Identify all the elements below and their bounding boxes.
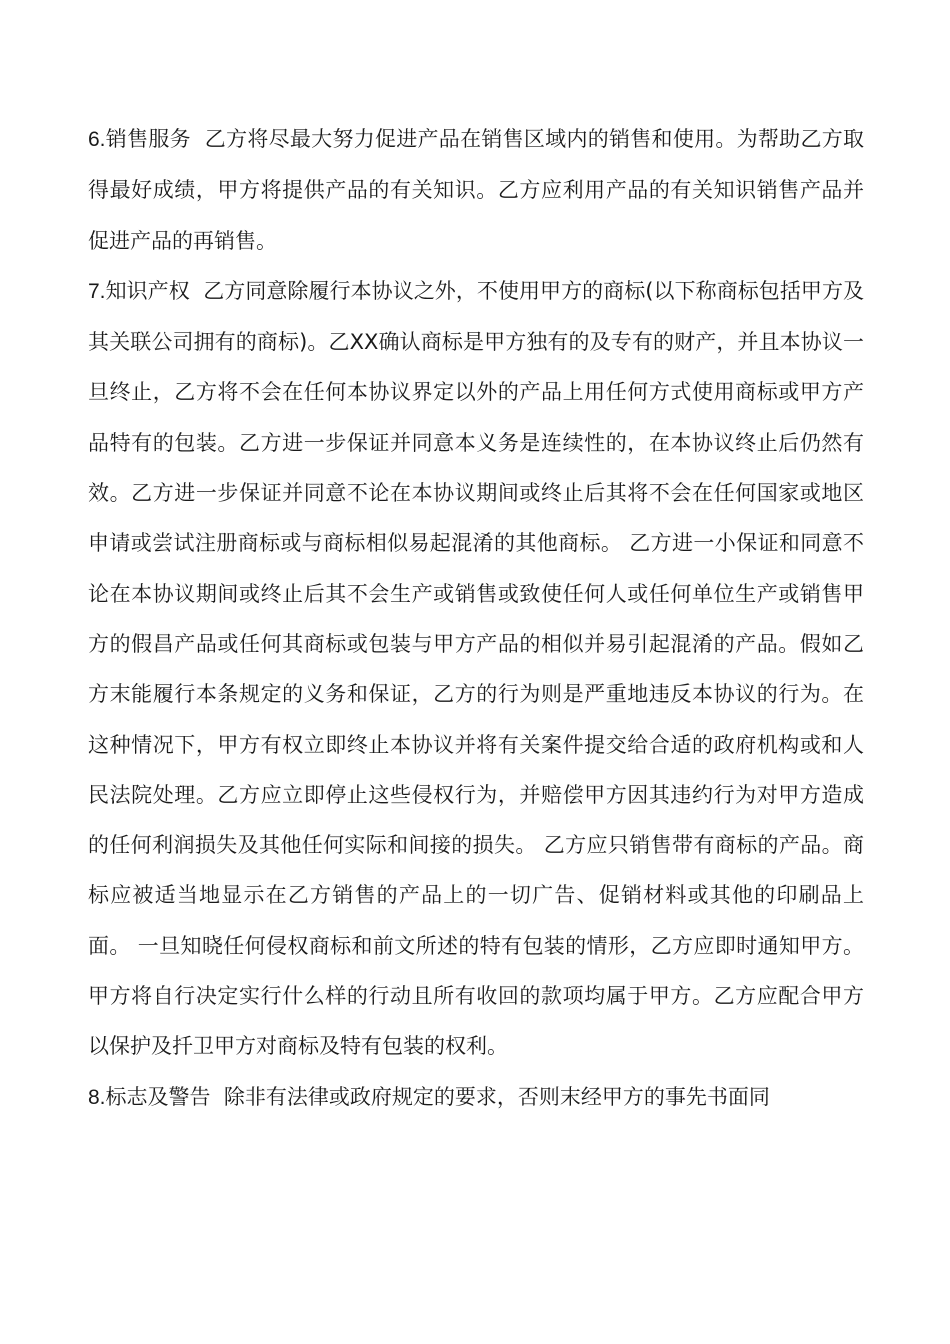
- section-number: 6.: [88, 128, 106, 151]
- section-text: 除非有法律或政府规定的要求，否则末经甲方的事先书面同: [223, 1084, 770, 1109]
- section-heading: 销售服务: [105, 127, 191, 151]
- section-6: [88, 114, 864, 266]
- section-number: 7.: [88, 279, 106, 303]
- document-body: [88, 114, 864, 1123]
- section-text: 乙方同意除履行本协议之外，不使用甲方的商标(以下称商标包括甲方及其关联公司拥有的商标)。乙XX确认商标是甲方独有的及专有的财产，并且本协议一旦终止，乙方将不会在任何本协议界定以外的产品上用任何方式使用商标或甲方产品特有的包装。乙方进一步保证并同意本义务是连续性的，在本协议终止后仍然有效。乙方进一步保证并同意不论在本协议期间或终止后其将不会在任何国家或地区申请或尝试注册商标或与商标相似易起混淆的其他商标。 乙方进一小保证和同意不论在本协议期间或终止后其不会生产或销售或致使任何人或任何单位生产或销售甲方的假昌产品或任何其商标或包装与甲方产品的相似并易引起混淆的产品。假如乙方末能履行本条规定的义务和保证，乙方的行为则是严重地违反本协议的行为。在这种情况下，甲方有权立即终止本协议并将有关案件提交给合适的政府机构或和人民法院处理。乙方应立即停止这些侵权行为，并赔偿甲方因其违约行为对甲方造成的任何利润损失及其他任何实际和间接的损失。 乙方应只销售带有商标的产品。商标应被适当地显示在乙方销售的产品上的一切广告、促销材料或其他的印刷品上面。 一旦知晓任何侵权商标和前文所述的特有包装的情形，乙方应即时通知甲方。甲方将自行决定实行什么样的行动且所有收回的款项均属于甲方。乙方应配合甲方以保护及扦卫甲方对商标及特有包装的权利。: [88, 278, 864, 1059]
- section-text: 乙方将尽最大努力促进产品在销售区域内的销售和使用。为帮助乙方取得最好成绩，甲方将提供产品的有关知识。乙方应利用产品的有关知识销售产品并促进产品的再销售。: [88, 127, 865, 253]
- section-7: [88, 266, 864, 1072]
- section-8: [88, 1072, 864, 1123]
- section-heading: 知识产权: [105, 278, 190, 303]
- section-number: 8.: [88, 1085, 106, 1109]
- section-heading: 标志及警告: [105, 1084, 211, 1109]
